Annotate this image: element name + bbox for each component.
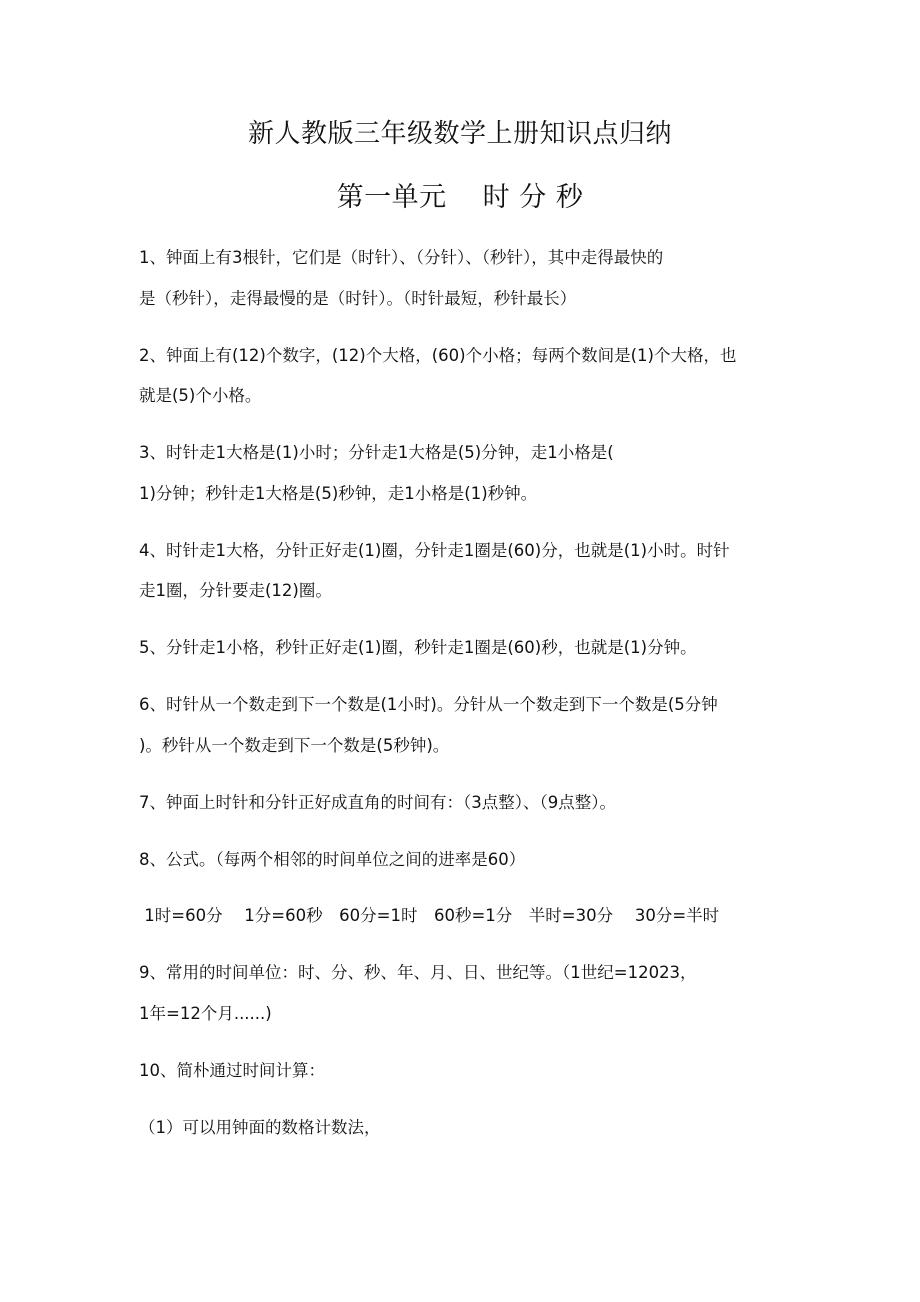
text-line: 1)分钟；秒针走1大格是(5)秒钟，走1小格是(1)秒钟。	[139, 484, 538, 503]
text-line: 10、简朴通过时间计算：	[139, 1061, 325, 1080]
text-line: )。秒针从一个数走到下一个数是(5秒钟)。	[139, 736, 450, 755]
text-line: 1年=12个月......)	[139, 1004, 272, 1023]
unit-label: 第一单元	[336, 182, 447, 213]
text-line: 4、时针走1大格，分针正好走(1)圈，分针走1圈是(60)分，也就是(1)小时。时针	[139, 541, 730, 560]
text-line: 1、钟面上有3根针，它们是（时针）、（分针）、（秒针），其中走得最快的	[139, 248, 664, 267]
text-line: 2、钟面上有(12)个数字，(12)个大格，(60)个小格；每两个数间是(1)个大格，也	[139, 346, 737, 365]
text-line: 3、时针走1大格是(1)小时；分针走1大格是(5)分钟，走1小格是(	[139, 443, 614, 462]
text-line: 是（秒针），走得最慢的是（时针）。（时针最短，秒针最长）	[139, 289, 577, 308]
formula-line: 1时=60分 1分=60秒 60分=1时 60秒=1分 半时=30分 30分=半时	[139, 906, 720, 925]
text-line: 就是(5)个小格。	[139, 386, 262, 405]
text-line: 5、分针走1小格，秒针正好走(1)圈，秒针走1圈是(60)秒，也就是(1)分钟。	[139, 638, 697, 657]
text-line: 走1圈，分针要走(12)圈。	[139, 581, 332, 600]
text-line: 7、钟面上时针和分针正好成直角的时间有：（3点整）、（9点整）。	[139, 793, 616, 812]
text-line: 8、公式。（每两个相邻的时间单位之间的进率是60）	[139, 850, 526, 869]
text-line: 6、时针从一个数走到下一个数是(1小时)。分针从一个数走到下一个数是(5分钟	[139, 695, 718, 714]
unit-heading	[0, 180, 920, 216]
unit-name: 时 分 秒	[482, 182, 584, 213]
text-line: 9、常用的时间单位：时、分、秒、年、月、日、世纪等。（1世纪=12023，	[139, 963, 697, 982]
text-line: （1）可以用钟面的数格计数法，	[139, 1118, 381, 1137]
document-title: 新人教版三年级数学上册知识点归纳	[247, 119, 672, 149]
